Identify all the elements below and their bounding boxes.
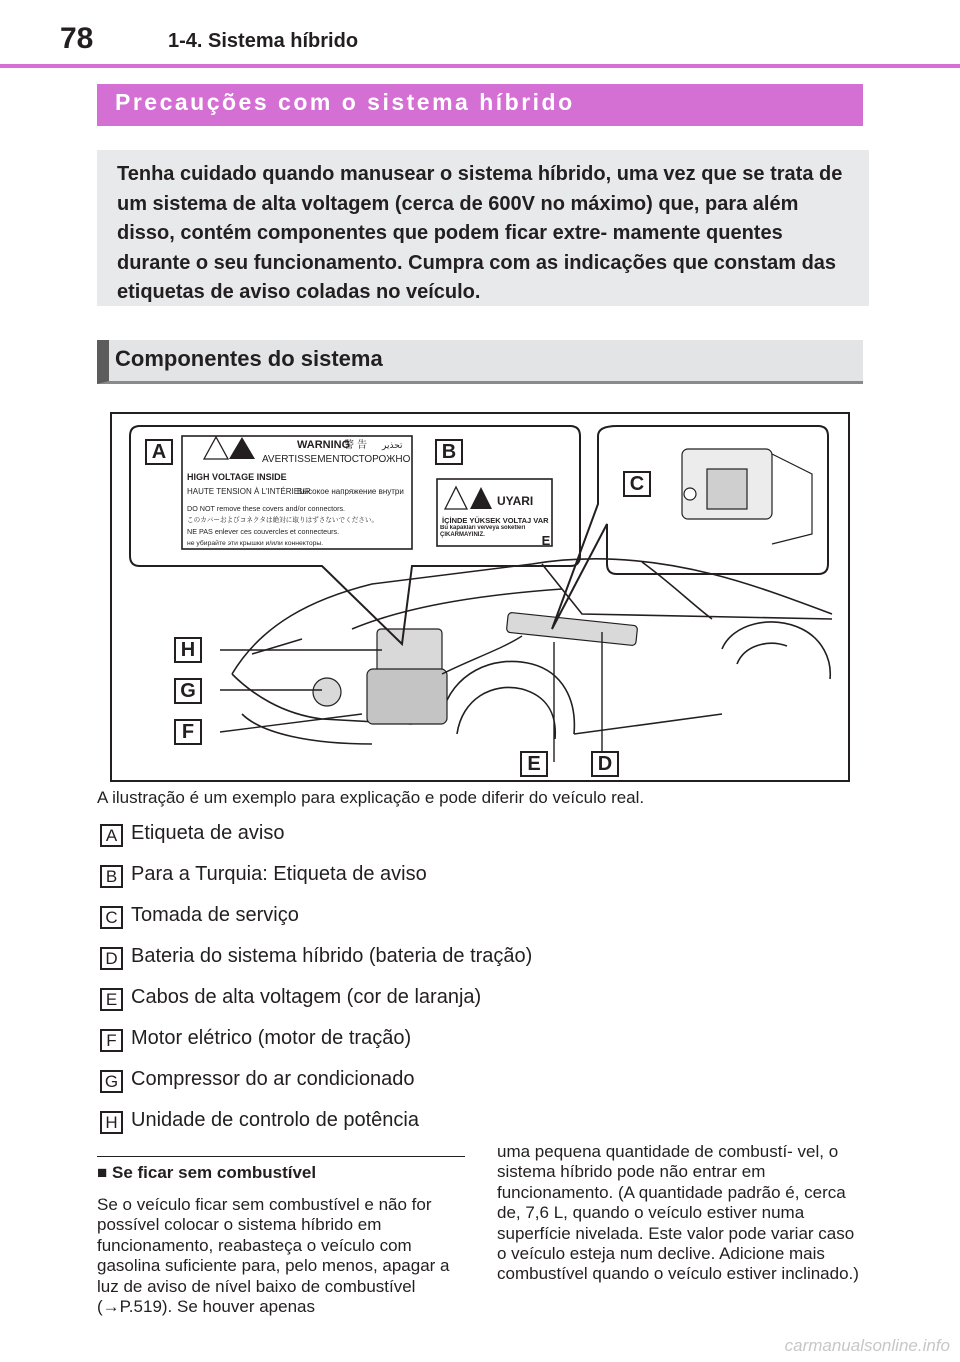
- page-number: 78: [60, 22, 94, 55]
- callout-f: F: [174, 719, 202, 745]
- note-body-left: Se o veículo ficar sem combustível e não for possível colocar o sistema híbrido em funcionamento, reabasteça o veículo com gasolina suficiente para, pelo menos, apagar a luz de aviso de nível baixo de combustível (→P.519). Se houver apenas: [97, 1195, 450, 1317]
- callout-b: B: [435, 439, 463, 465]
- legend-key: D: [100, 947, 123, 970]
- legend-key: B: [100, 865, 123, 888]
- legend-text: Para a Turquia: Etiqueta de aviso: [131, 863, 427, 885]
- label-a-warning: WARNING: [297, 439, 351, 451]
- callout-e: E: [520, 751, 548, 777]
- callout-h: H: [174, 637, 202, 663]
- legend-key: F: [100, 1029, 123, 1052]
- label-a-arabic: تحذير: [382, 441, 403, 451]
- legend-text: Etiqueta de aviso: [131, 822, 285, 844]
- section-title: Precauções com o sistema híbrido: [97, 84, 863, 126]
- intro-box: Tenha cuidado quando manusear o sistema híbrido, uma vez que se trata de um sistema de alta voltagem (cerca de 600V no máximo) que, para além disso, contém componentes que podem ficar extre- mamente quentes durante o seu funcionamento. Cumpra com as indicações que constam das etiquetas de aviso coladas no veículo.: [97, 150, 869, 306]
- legend-text: Cabos de alta voltagem (cor de laranja): [131, 986, 482, 1008]
- header-rule: [0, 64, 960, 68]
- callout-c: C: [623, 471, 651, 497]
- legend-text: Tomada de serviço: [131, 904, 299, 926]
- label-a-haute-tension: HAUTE TENSION À L'INTÉRIEUR: [187, 487, 311, 496]
- legend-key: E: [100, 988, 123, 1011]
- label-a-avertissement: AVERTISSEMENT: [262, 454, 346, 465]
- label-b-line1: İÇİNDE YÜKSEK VOLTAJ VAR: [442, 516, 549, 525]
- legend-text: Motor elétrico (motor de tração): [131, 1027, 412, 1049]
- watermark: carmanualsonline.info: [784, 1336, 950, 1355]
- figure-drawing: [112, 414, 848, 780]
- legend-text: Unidade de controlo de potência: [131, 1109, 419, 1131]
- label-a-line1: DO NOT remove these covers and/or connectors.: [187, 504, 346, 513]
- note-body-right: uma pequena quantidade de combustí- vel, o sistema híbrido pode não entrar em funcionamento. (A quantidade padrão é, cerca de, 7,6 L, quando o veículo estiver numa superfície nivelada. Este valor pode variar caso o veículo esteja num declive. Adicione mais combustível quando o veículo estiver inclinado.): [497, 1142, 859, 1284]
- legend-key: H: [100, 1111, 123, 1134]
- label-a-high-voltage-ru: Высокое напряжение внутри: [297, 487, 404, 496]
- legend-key: G: [100, 1070, 123, 1093]
- callout-g: G: [174, 678, 202, 704]
- legend-text: Compressor do ar condicionado: [131, 1068, 415, 1090]
- label-a-line2: このカバーおよびコネクタは絶対に取りはずさないでください。: [187, 516, 379, 524]
- label-a-line4: не убирайте эти крышки и/или коннекторы.: [187, 540, 324, 547]
- figure-caption: A ilustração é um exemplo para explicação e pode diferir do veículo real.: [97, 788, 645, 807]
- label-a-japanese: 警 告: [344, 440, 368, 451]
- label-a-russian: ОСТОРОЖНО: [344, 454, 411, 465]
- chapter-title: 1-4. Sistema híbrido: [168, 30, 359, 52]
- column-rule: [97, 1156, 465, 1157]
- callout-a: A: [145, 439, 173, 465]
- callout-d: D: [591, 751, 619, 777]
- system-components-figure: [110, 412, 850, 782]
- label-a-high-voltage: HIGH VOLTAGE INSIDE: [187, 472, 287, 482]
- note-heading: ■ Se ficar sem combustível: [97, 1163, 317, 1182]
- legend-text: Bateria do sistema híbrido (bateria de tração): [131, 945, 533, 967]
- legend-key: C: [100, 906, 123, 929]
- label-a-line3: NE PAS enlever ces couvercles et connecteurs.: [187, 527, 340, 536]
- subsection-title: Componentes do sistema: [97, 340, 863, 384]
- label-b-line2: Bu kapakları ve/veya soketleri ÇIKARMAYINIZ.: [440, 525, 526, 538]
- legend-key: A: [100, 824, 123, 847]
- callout-e-small: E: [541, 533, 551, 548]
- label-b-uyari: UYARI: [497, 494, 534, 508]
